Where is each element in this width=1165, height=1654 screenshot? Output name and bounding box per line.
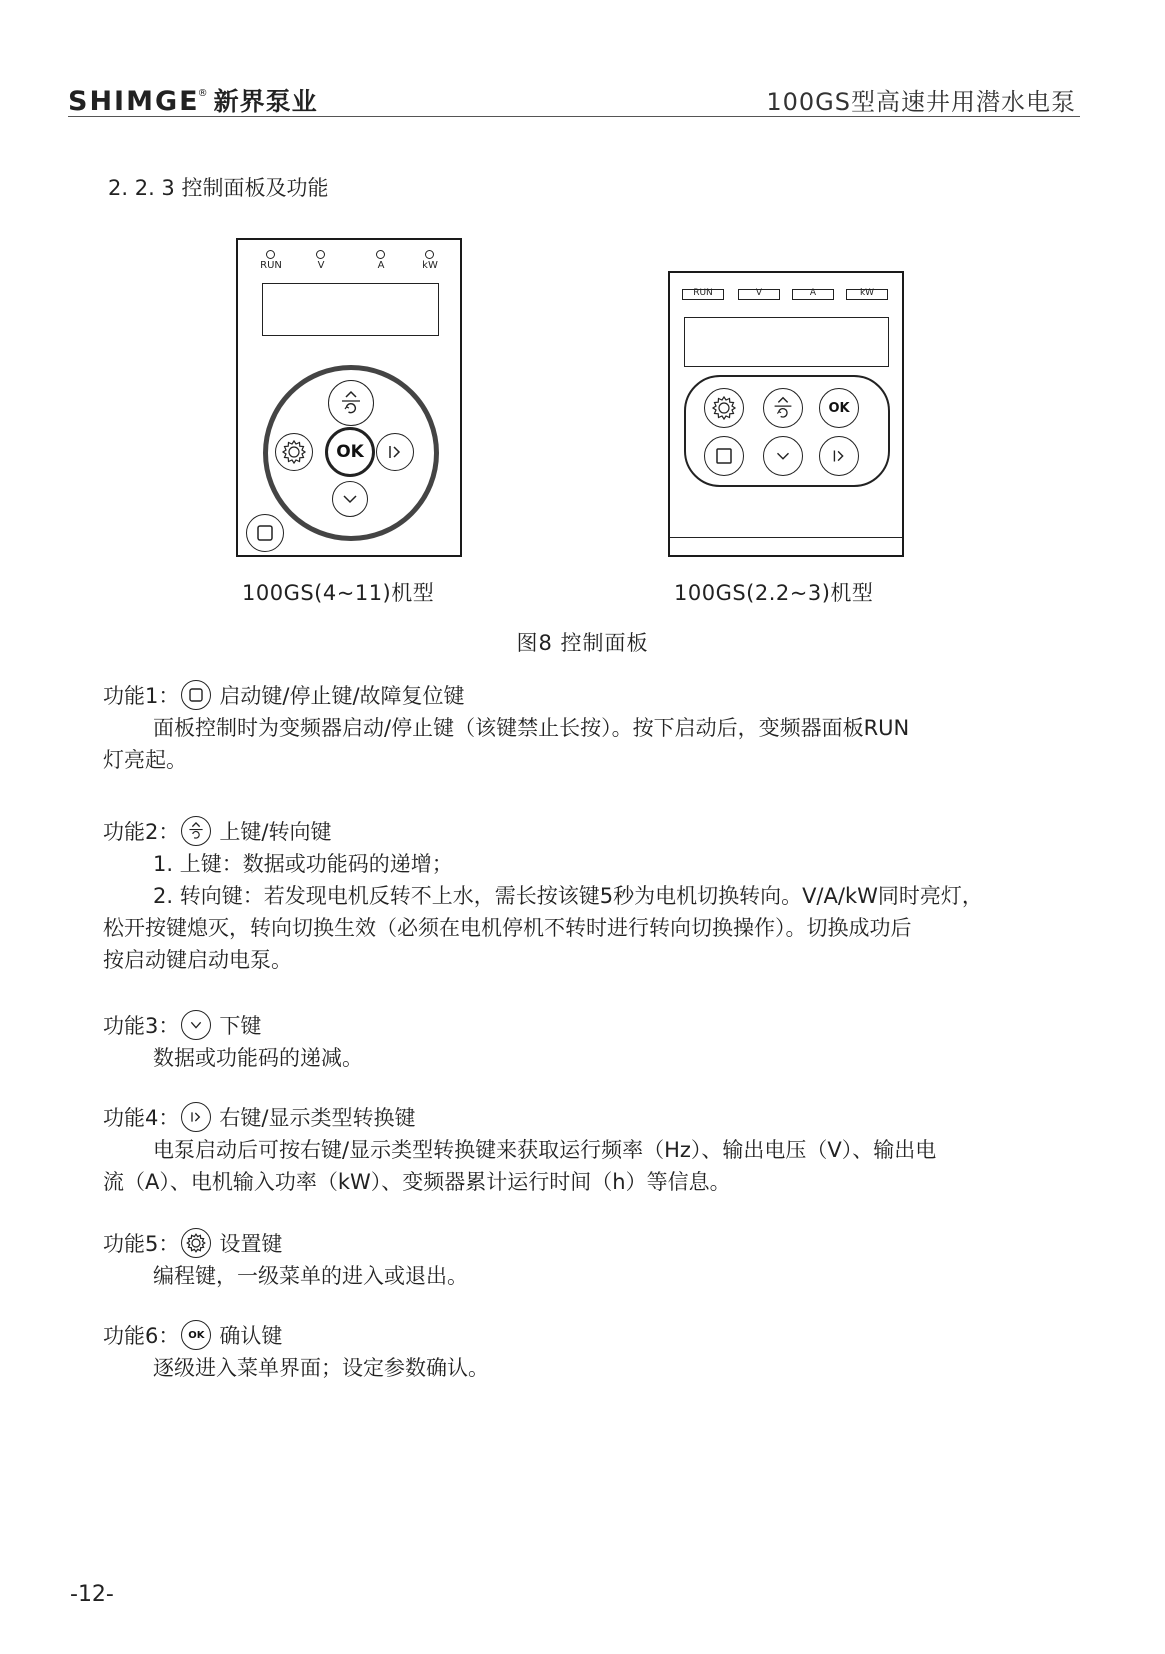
led-label-v: V (755, 288, 763, 298)
registered-mark: ® (197, 88, 210, 99)
function-2-line-1: 1. 上键：数据或功能码的递增； (153, 852, 453, 876)
a-led (376, 250, 385, 259)
ok-button[interactable] (325, 427, 375, 477)
led-label-a: A (377, 260, 385, 271)
function-label: 功能4： (103, 1106, 180, 1130)
ok-label: OK (828, 400, 850, 416)
down-chevron-icon (772, 445, 794, 467)
function-label: 功能6： (103, 1324, 180, 1348)
function-label: 功能2： (103, 820, 180, 844)
panel-bottom-divider (670, 537, 902, 538)
led-label-run: RUN (260, 260, 282, 271)
function-2-line-4: 按启动键启动电泵。 (103, 948, 292, 972)
function-1-line-1: 面板控制时为变频器启动/停止键（该键禁止长按）。按下启动后，变频器面板RUN (153, 716, 910, 740)
ok-icon: OK (181, 1320, 211, 1350)
lcd-display (262, 283, 439, 336)
page-header (68, 70, 1080, 117)
function-2-line-3: 松开按键熄灭，转向切换生效（必须在电机停机不转时进行转向切换操作）。切换成功后 (103, 916, 912, 940)
down-chevron-icon (181, 1010, 211, 1040)
function-4-line-2: 流（A）、电机输入功率（kW）、变频器累计运行时间（h）等信息。 (103, 1170, 731, 1194)
ok-button[interactable] (819, 388, 859, 428)
ok-label: OK (336, 442, 364, 462)
function-6-heading (103, 1320, 282, 1350)
stop-square-icon (181, 680, 211, 710)
right-shift-icon (828, 445, 850, 467)
function-3-line-1: 数据或功能码的递减。 (153, 1046, 363, 1070)
up-rotate-button[interactable] (328, 380, 374, 426)
function-label: 功能1： (103, 684, 180, 708)
gear-icon (709, 393, 739, 423)
function-label: 功能5： (103, 1232, 180, 1256)
function-2-heading (103, 816, 331, 846)
document-title: 100GS型高速井用潜水电泵 (766, 88, 1076, 116)
function-4-line-1: 电泵启动后可按右键/显示类型转换键来获取运行频率（Hz）、输出电压（V）、输出电 (153, 1138, 937, 1162)
gear-icon (181, 1228, 211, 1258)
up-rotate-icon (336, 388, 366, 418)
up-rotate-icon (181, 816, 211, 846)
run-stop-button[interactable] (246, 514, 284, 552)
model-label-small: 100GS(2.2~3)机型 (674, 581, 874, 605)
right-shift-button[interactable] (819, 436, 859, 476)
model-label-large: 100GS(4~11)机型 (242, 581, 435, 605)
function-5-heading (103, 1228, 282, 1258)
run-stop-button[interactable] (704, 436, 744, 476)
gear-icon (279, 437, 309, 467)
right-shift-icon (383, 440, 407, 464)
control-panel-small (668, 271, 904, 557)
up-rotate-button[interactable] (763, 388, 803, 428)
setting-button[interactable] (275, 433, 313, 471)
led-label-kw: kW (422, 260, 438, 271)
led-label-a: A (809, 288, 817, 298)
function-1-heading (103, 680, 465, 710)
stop-square-icon (255, 523, 275, 543)
section-title: 2. 2. 3 控制面板及功能 (108, 176, 329, 200)
function-title: 启动键/停止键/故障复位键 (219, 684, 465, 708)
stop-square-icon (714, 446, 734, 466)
figure-caption: 图8 控制面板 (516, 631, 649, 655)
brand-name-cn: 新界泵业 (213, 87, 318, 116)
setting-button[interactable] (704, 388, 744, 428)
function-label: 功能3： (103, 1014, 180, 1038)
led-label-v: V (317, 260, 325, 271)
right-shift-icon (181, 1102, 211, 1132)
right-shift-button[interactable] (376, 433, 414, 471)
down-button[interactable] (332, 481, 368, 517)
led-label-run: RUN (693, 288, 713, 298)
lcd-display (684, 317, 889, 367)
function-title: 右键/显示类型转换键 (219, 1106, 416, 1130)
function-3-heading (103, 1010, 261, 1040)
down-chevron-icon (338, 487, 362, 511)
run-led (266, 250, 275, 259)
function-title: 确认键 (219, 1324, 283, 1348)
up-rotate-icon (769, 394, 797, 422)
function-1-line-2: 灯亮起。 (103, 748, 187, 772)
function-6-line-1: 逐级进入菜单界面；设定参数确认。 (153, 1356, 489, 1380)
down-button[interactable] (763, 436, 803, 476)
function-4-heading (103, 1102, 415, 1132)
brand-logo (68, 82, 318, 118)
function-title: 下键 (219, 1014, 262, 1038)
control-panel-large (236, 238, 462, 557)
v-led (316, 250, 325, 259)
function-2-line-2: 2. 转向键：若发现电机反转不上水，需长按该键5秒为电机切换转向。V/A/kW同时亮灯， (153, 884, 983, 908)
function-5-line-1: 编程键，一级菜单的进入或退出。 (153, 1264, 468, 1288)
function-title: 设置键 (219, 1232, 283, 1256)
page-number: -12- (70, 1582, 114, 1607)
brand-name: SHIMGE (68, 86, 200, 117)
led-label-kw: kW (859, 288, 875, 298)
function-title: 上键/转向键 (219, 820, 332, 844)
kw-led (425, 250, 434, 259)
